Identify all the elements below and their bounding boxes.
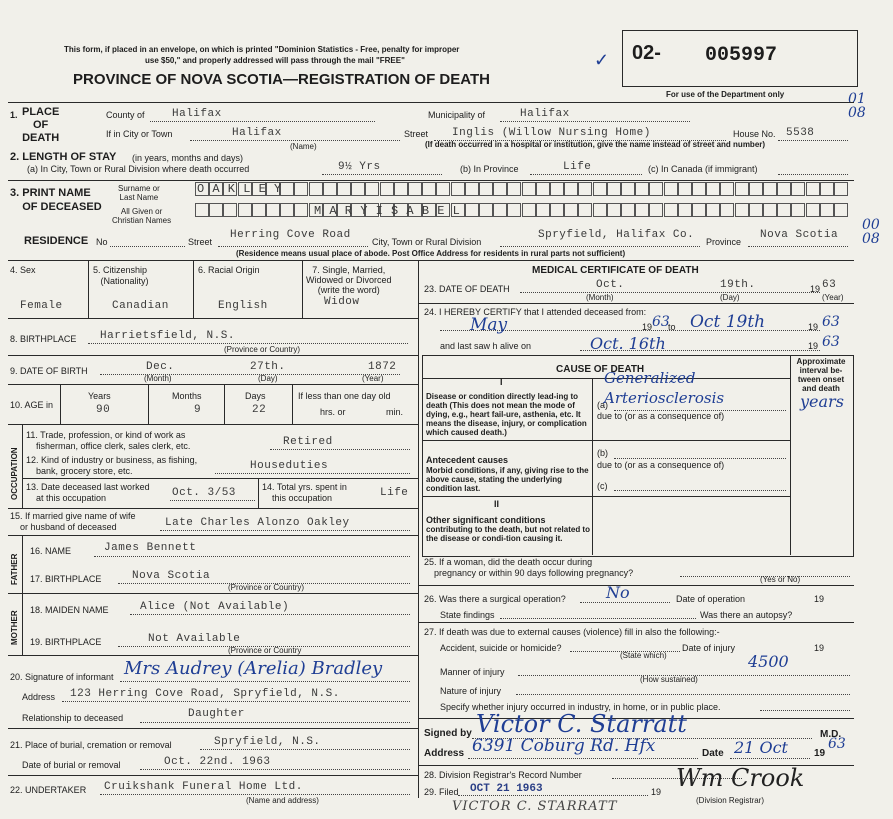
letter-box bbox=[749, 203, 763, 217]
signature-year: 63 bbox=[828, 736, 846, 752]
medical-certificate-title: MEDICAL CERTIFICATE OF DEATH bbox=[532, 265, 699, 276]
registrar-signature: Wm Crook bbox=[676, 764, 805, 792]
letter-box bbox=[593, 182, 607, 196]
marital-status-value: Widow bbox=[324, 296, 360, 308]
department-use-note: For use of the Department only bbox=[666, 90, 785, 99]
citizenship-value: Canadian bbox=[112, 300, 169, 312]
street-value: Inglis (Willow Nursing Home) bbox=[452, 127, 651, 139]
letter-box bbox=[223, 203, 237, 217]
letter-box bbox=[791, 203, 805, 217]
last-saw-year: 63 bbox=[822, 334, 840, 350]
letter-box bbox=[209, 203, 223, 217]
mother-maiden-value: Alice (Not Available) bbox=[140, 601, 290, 613]
attended-from: May bbox=[470, 315, 508, 335]
letter-box bbox=[493, 203, 507, 217]
industry-value: Houseduties bbox=[250, 460, 329, 472]
letter-box bbox=[195, 203, 209, 217]
given-names-value: M A R Y I S A B E L bbox=[314, 204, 461, 218]
letter-box bbox=[777, 203, 791, 217]
letter-box bbox=[266, 203, 280, 217]
age-months: 9 bbox=[194, 404, 202, 416]
burial-date-value: Oct. 22nd. 1963 bbox=[164, 756, 271, 768]
informant-address-value: 123 Herring Cove Road, Spryfield, N.S. bbox=[70, 688, 340, 700]
letter-box bbox=[280, 182, 294, 196]
burial-place-value: Spryfield, N.S. bbox=[214, 736, 321, 748]
checkmark-icon: ✓ bbox=[594, 50, 610, 70]
letter-box bbox=[465, 203, 479, 217]
margin-code-2: 00 08 bbox=[862, 217, 880, 247]
letter-box bbox=[720, 182, 734, 196]
letter-box bbox=[607, 182, 621, 196]
stay-city-value: 9½ Yrs bbox=[338, 161, 381, 173]
letter-box bbox=[294, 182, 308, 196]
cause-a-value: Generalized Arteriosclerosis bbox=[604, 369, 725, 407]
letter-box bbox=[735, 182, 749, 196]
letter-box bbox=[820, 203, 834, 217]
margin-code-1: 01 08 bbox=[848, 91, 866, 121]
envelope-note-2: use $50," and properly addressed will pass through the mail "FREE" bbox=[145, 56, 405, 65]
age-days: 22 bbox=[252, 404, 267, 416]
letter-box bbox=[635, 203, 649, 217]
municipality-value: Halifax bbox=[520, 108, 570, 120]
letter-box bbox=[621, 203, 635, 217]
letter-box bbox=[578, 182, 592, 196]
letter-box bbox=[252, 203, 266, 217]
residence-province-value: Nova Scotia bbox=[760, 229, 839, 241]
surgical-operation-value: No bbox=[606, 583, 630, 602]
letter-box bbox=[365, 182, 379, 196]
letter-box bbox=[820, 182, 834, 196]
letter-box bbox=[678, 203, 692, 217]
stamp-number: 4500 bbox=[748, 652, 789, 671]
letter-box bbox=[323, 182, 337, 196]
dob-year: 1872 bbox=[368, 361, 397, 373]
letter-box bbox=[380, 182, 394, 196]
physician-signature: Victor C. Starratt bbox=[476, 710, 687, 738]
physician-address: 6391 Coburg Rd. Hfx bbox=[472, 736, 656, 756]
letter-box bbox=[649, 182, 663, 196]
father-birthplace-value: Nova Scotia bbox=[132, 570, 211, 582]
letter-box bbox=[834, 203, 848, 217]
last-saw-alive: Oct. 16th bbox=[590, 334, 666, 353]
letter-box bbox=[280, 203, 294, 217]
letter-box bbox=[621, 182, 635, 196]
birthplace-value: Harrietsfield, N.S. bbox=[100, 330, 235, 342]
letter-box bbox=[536, 203, 550, 217]
letter-box bbox=[777, 182, 791, 196]
signature-date: 21 Oct bbox=[734, 738, 788, 757]
letter-box bbox=[706, 203, 720, 217]
interval-a-value: years bbox=[800, 392, 844, 411]
letter-box bbox=[507, 203, 521, 217]
letter-box bbox=[422, 182, 436, 196]
physician-printed-name: VICTOR C. STARRATT bbox=[452, 799, 618, 814]
house-value: 5538 bbox=[786, 127, 815, 139]
racial-origin-value: English bbox=[218, 300, 268, 312]
county-value: Halifax bbox=[172, 108, 222, 120]
place-of-death-label: PLACE OF DEATH bbox=[22, 106, 60, 144]
residence-street-value: Herring Cove Road bbox=[230, 229, 351, 241]
dob-month: Dec. bbox=[146, 361, 175, 373]
attended-to: Oct 19th bbox=[690, 312, 766, 332]
letter-box bbox=[649, 203, 663, 217]
letter-box bbox=[550, 182, 564, 196]
letter-box bbox=[479, 182, 493, 196]
letter-box bbox=[479, 203, 493, 217]
sex-value: Female bbox=[20, 300, 63, 312]
letter-box bbox=[664, 203, 678, 217]
dob-day: 27th. bbox=[250, 361, 286, 373]
occupation-side-label: OCCUPATION bbox=[10, 447, 19, 500]
age-years: 90 bbox=[96, 404, 111, 416]
letter-box bbox=[834, 182, 848, 196]
letter-box bbox=[550, 203, 564, 217]
letter-box bbox=[465, 182, 479, 196]
letter-box bbox=[294, 203, 308, 217]
letter-box bbox=[451, 182, 465, 196]
envelope-note: This form, if placed in an envelope, on which is printed "Dominion Statistics - Free, penalty for improper bbox=[64, 45, 460, 54]
letter-box bbox=[607, 203, 621, 217]
letter-box bbox=[507, 182, 521, 196]
letter-box bbox=[806, 203, 820, 217]
letter-box bbox=[806, 182, 820, 196]
letter-box bbox=[564, 182, 578, 196]
father-side-label: FATHER bbox=[10, 553, 19, 585]
letter-box bbox=[763, 203, 777, 217]
surname-value: O A K L E Y bbox=[197, 182, 282, 196]
last-worked-value: Oct. 3/53 bbox=[172, 487, 236, 499]
letter-box bbox=[493, 182, 507, 196]
father-name-value: James Bennett bbox=[104, 542, 197, 554]
print-name-label: 3. PRINT NAME OF DECEASED bbox=[10, 187, 102, 213]
letter-box bbox=[536, 182, 550, 196]
letter-box bbox=[735, 203, 749, 217]
letter-box bbox=[309, 182, 323, 196]
letter-box bbox=[351, 182, 365, 196]
letter-box bbox=[664, 182, 678, 196]
relationship-value: Daughter bbox=[188, 708, 245, 720]
letter-box bbox=[692, 182, 706, 196]
letter-box bbox=[408, 182, 422, 196]
attended-from-year: 63 bbox=[652, 314, 670, 330]
letter-box bbox=[749, 182, 763, 196]
letter-box bbox=[720, 203, 734, 217]
stay-province-value: Life bbox=[563, 161, 592, 173]
registration-prefix: 02- bbox=[632, 42, 661, 64]
death-month-value: Oct. bbox=[596, 279, 625, 291]
letter-box bbox=[678, 182, 692, 196]
mother-side-label: MOTHER bbox=[10, 610, 19, 645]
undertaker-value: Cruikshank Funeral Home Ltd. bbox=[104, 781, 303, 793]
interval-header: Approximate interval be-tween onset and death bbox=[796, 357, 846, 393]
filed-date-stamp: OCT 21 1963 bbox=[470, 783, 543, 795]
residence-label: RESIDENCE bbox=[24, 235, 89, 247]
total-years-value: Life bbox=[380, 487, 409, 499]
letter-box bbox=[791, 182, 805, 196]
letter-box bbox=[692, 203, 706, 217]
informant-signature: Mrs Audrey (Arelia) Bradley bbox=[124, 658, 383, 679]
letter-box bbox=[522, 203, 536, 217]
letter-box bbox=[706, 182, 720, 196]
letter-box bbox=[522, 182, 536, 196]
letter-box bbox=[238, 203, 252, 217]
letter-box bbox=[763, 182, 777, 196]
death-year-value: 63 bbox=[822, 279, 837, 291]
letter-box bbox=[578, 203, 592, 217]
letter-box bbox=[635, 182, 649, 196]
letter-box bbox=[337, 182, 351, 196]
letter-box bbox=[436, 182, 450, 196]
residence-city-value: Spryfield, Halifax Co. bbox=[538, 229, 695, 241]
letter-box bbox=[593, 203, 607, 217]
length-of-stay-label: 2. LENGTH OF STAY bbox=[10, 151, 117, 163]
mother-birthplace-value: Not Available bbox=[148, 633, 241, 645]
death-day-value: 19th. bbox=[720, 279, 756, 291]
city-value: Halifax bbox=[232, 127, 282, 139]
form-title: PROVINCE OF NOVA SCOTIA—REGISTRATION OF DEATH bbox=[73, 71, 490, 88]
spouse-value: Late Charles Alonzo Oakley bbox=[165, 517, 350, 529]
letter-box bbox=[394, 182, 408, 196]
trade-value: Retired bbox=[283, 436, 333, 448]
letter-box bbox=[564, 203, 578, 217]
attended-to-year: 63 bbox=[822, 314, 840, 330]
registration-number: 005997 bbox=[705, 44, 778, 67]
